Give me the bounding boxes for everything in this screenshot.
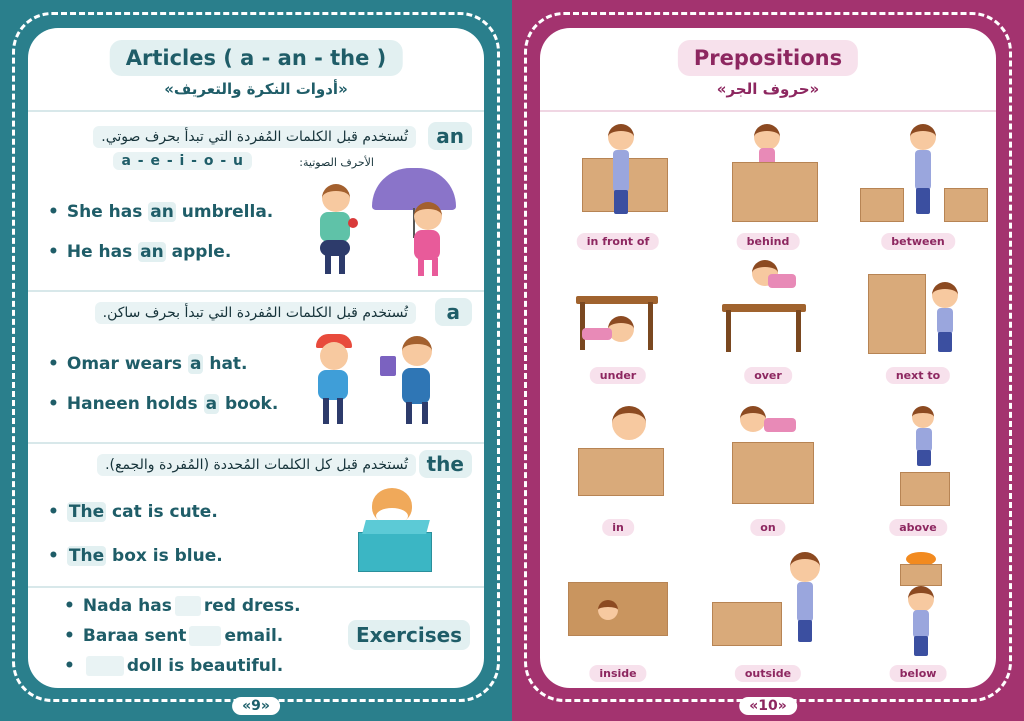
prepositions-page <box>512 0 1024 721</box>
section-tag-the: the <box>419 450 472 478</box>
prep-over: over <box>698 254 838 384</box>
section-tag-a: a <box>435 298 473 326</box>
prep-on: on <box>698 406 838 536</box>
sentence-the-1: • The cat is cute. <box>48 502 218 522</box>
girl-umbrella-illustration <box>372 168 456 280</box>
prep-under: under <box>548 254 688 384</box>
exercise-3: • doll is beautiful. <box>64 656 284 676</box>
sentence-a-1: • Omar wears a hat. <box>48 354 248 374</box>
prep-next-to: next to <box>848 254 988 384</box>
page-title: Articles ( a - an - the ) <box>110 40 403 76</box>
rule-an: تُستخدم قبل الكلمات المُفردة التي تبدأ بحرف صوتي. <box>93 126 416 148</box>
prep-behind: behind <box>698 120 838 250</box>
blank-field[interactable] <box>189 626 221 646</box>
divider <box>28 290 484 292</box>
sentence-an-1: • She has an umbrella. <box>48 202 274 222</box>
blank-field[interactable] <box>86 656 124 676</box>
prep-in-front-of: in front of <box>548 120 688 250</box>
prepositions-card <box>540 28 996 688</box>
vowels: a - e - i - o - u <box>113 152 252 170</box>
page-subtitle: «أدوات النكرة والتعريف» <box>164 80 348 98</box>
cat-box-illustration <box>358 486 438 574</box>
rule-a: تُستخدم قبل الكلمات المُفردة التي تبدأ بحرف ساكن. <box>95 302 416 324</box>
sentence-an-2: • He has an apple. <box>48 242 232 262</box>
exercise-2: • Baraa sent email. <box>64 626 284 646</box>
articles-card <box>28 28 484 688</box>
divider <box>28 586 484 588</box>
page-subtitle: «حروف الجر» <box>716 80 820 98</box>
boy-apple-illustration <box>310 184 360 280</box>
section-tag-an: an <box>428 122 472 150</box>
sentence-a-2: • Haneen holds a book. <box>48 394 279 414</box>
girl-book-illustration <box>380 334 450 434</box>
exercise-1: • Nada has red dress. <box>64 596 301 616</box>
page-number: «9» <box>232 697 280 715</box>
divider <box>28 110 484 112</box>
divider <box>28 442 484 444</box>
divider <box>540 110 996 112</box>
prep-between: between <box>848 120 988 250</box>
boy-hat-illustration <box>308 334 358 434</box>
prep-in: in <box>548 406 688 536</box>
exercises-tag: Exercises <box>348 620 470 650</box>
page-number: «10» <box>739 697 797 715</box>
prep-below: below <box>848 552 988 682</box>
prep-inside: inside <box>548 552 688 682</box>
sentence-the-2: • The box is blue. <box>48 546 223 566</box>
prep-above: above <box>848 406 988 536</box>
vowel-label: الأحرف الصوتية: <box>299 156 374 169</box>
prep-outside: outside <box>698 552 838 682</box>
page-title: Prepositions <box>678 40 858 76</box>
rule-the: تُستخدم قبل كل الكلمات المُحددة (المُفردة والجمع). <box>97 454 416 476</box>
blank-field[interactable] <box>175 596 201 616</box>
